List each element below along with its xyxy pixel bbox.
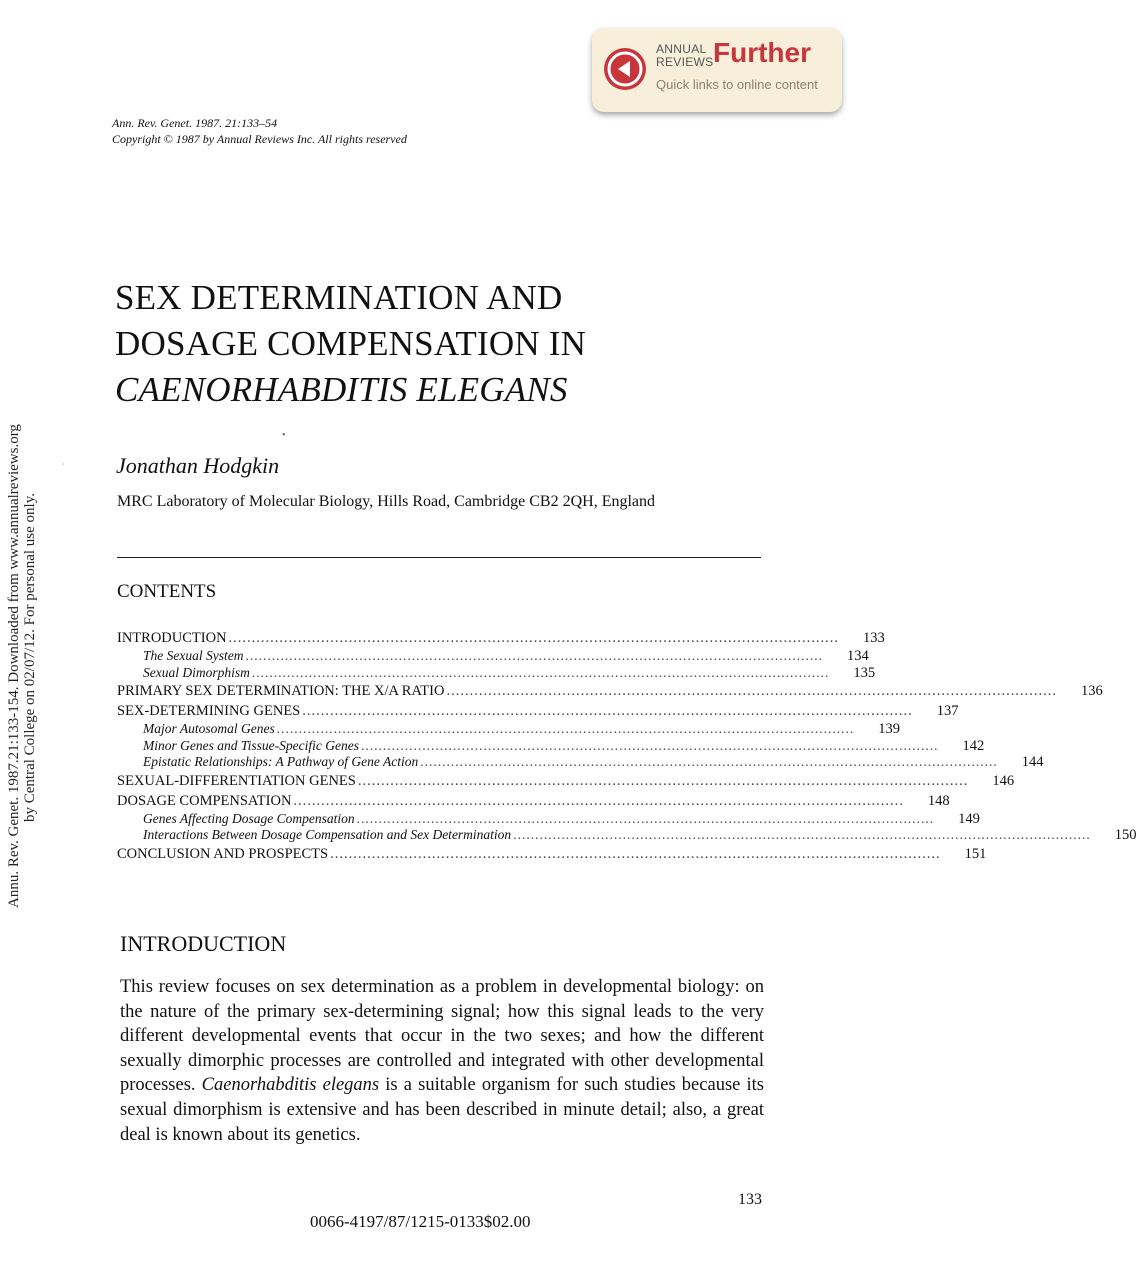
intro-text-2: is a suitable organism for such studies because its sexual dimorphism is extensive and has been described in minute detail; also, a great deal is known about its genetics. [120, 1075, 764, 1145]
scan-mark: • [282, 430, 286, 441]
author-affiliation: MRC Laboratory of Molecular Biology, Hills Road, Cambridge CB2 2QH, England [117, 493, 656, 510]
citation-line: Ann. Rev. Genet. 1987. 21:133–54 [112, 116, 278, 130]
section-divider [117, 557, 761, 558]
toc-entry: PRIMARY SEX DETERMINATION: THE X/A RATIO .................................................................................................................................... 136 [117, 683, 1103, 699]
badge-reviews: REVIEWS [656, 55, 714, 69]
toc-entry: Interactions Between Dosage Compensation and Sex Determination .................................................................................................................................... 150 [143, 827, 1136, 843]
table-of-contents [117, 630, 1136, 864]
toc-entry: Sexual Dimorphism .................................................................................................................................... 135 [143, 664, 876, 681]
toc-entry: DOSAGE COMPENSATION .................................................................................................................................... 148 [117, 792, 950, 809]
species-name: Caenorhabditis elegans [201, 1075, 380, 1096]
title-line-1: SEX DETERMINATION AND [115, 278, 563, 317]
toc-entry: Epistatic Relationships: A Pathway of Gene Action .................................................................................................................................... 144 [143, 754, 1044, 770]
scan-mark: · [62, 460, 65, 469]
introduction-paragraph [120, 975, 764, 1147]
page-number: 133 [738, 1191, 762, 1208]
copyright-line: Copyright © 1987 by Annual Reviews Inc. All rights reserved [112, 132, 407, 146]
title-line-2: DOSAGE COMPENSATION IN [115, 324, 587, 363]
download-note [0, 0, 60, 1275]
further-badge[interactable] [592, 28, 842, 112]
toc-entry: Major Autosomal Genes .................................................................................................................................... 139 [143, 721, 900, 737]
introduction-heading: INTRODUCTION [120, 931, 287, 956]
toc-entry: INTRODUCTION .................................................................................................................................... 133 [117, 630, 885, 646]
title-line-3: CAENORHABDITIS ELEGANS [115, 370, 568, 409]
intro-text-1: This review focuses on sex determination as a problem in developmental biology: on the nature of the primary sex-determining signal; how this signal leads to the very different developmental events that occur in the two sexes; and how the different sexually dimorphic processes are controlled and integrated with other developmental processes. [120, 977, 764, 1096]
back-arrow-icon[interactable] [604, 48, 646, 90]
toc-entry: The Sexual System .................................................................................................................................... 134 [143, 648, 869, 664]
author-name: Jonathan Hodgkin [116, 453, 280, 478]
article-title [115, 275, 586, 413]
toc-entry: SEX-DETERMINING GENES .................................................................................................................................... 137 [117, 703, 959, 719]
toc-entry: Genes Affecting Dosage Compensation .................................................................................................................................... 149 [143, 810, 980, 827]
toc-entry: SEXUAL-DIFFERENTIATION GENES .................................................................................................................................... 146 [117, 772, 1015, 789]
journal-citation [112, 115, 407, 147]
badge-annual: ANNUAL [656, 42, 707, 56]
download-note-line2: by Central College on 02/07/12. For personal use only. [22, 493, 38, 822]
toc-entry: CONCLUSION AND PROSPECTS .................................................................................................................................... 151 [117, 845, 987, 862]
article-code: 0066-4197/87/1215-0133$02.00 [310, 1212, 531, 1231]
badge-further: Further [713, 37, 811, 68]
toc-entry: Minor Genes and Tissue-Specific Genes .................................................................................................................................... 142 [143, 737, 985, 754]
badge-subtitle: Quick links to online content [656, 77, 818, 92]
download-note-line1: Annu. Rev. Genet. 1987.21:133-154. Downloaded from www.annualreviews.org [6, 424, 22, 908]
contents-heading: CONTENTS [117, 581, 217, 602]
